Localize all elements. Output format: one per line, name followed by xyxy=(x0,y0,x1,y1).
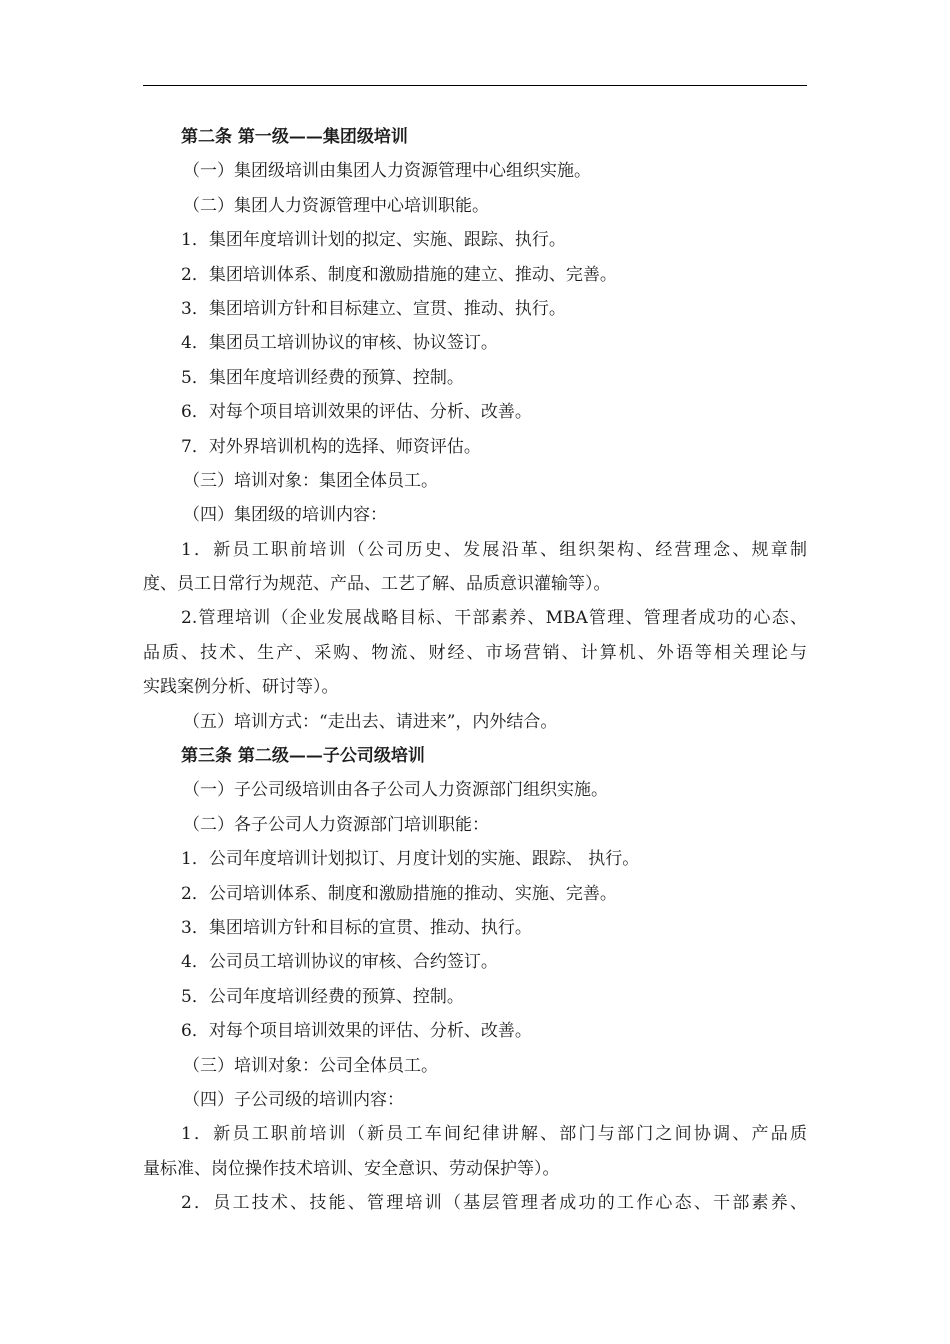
text-line: （一）子公司级培训由各子公司人力资源部门组织实施。 xyxy=(183,780,608,801)
text-line: 6．对每个项目培训效果的评估、分析、改善。 xyxy=(181,402,532,423)
text-line: 1．新员工职前培训（公司历史、发展沿革、组织架构、经营理念、规章制 xyxy=(181,539,807,560)
text-line: （二）集团人力资源管理中心培训职能。 xyxy=(183,195,489,216)
text-line: （二）各子公司人力资源部门培训职能： xyxy=(183,814,489,835)
text-line: 6．对每个项目培训效果的评估、分析、改善。 xyxy=(181,1021,532,1042)
document-body xyxy=(143,120,807,1221)
article-heading: 第二条 第一级——集团级培训 xyxy=(181,127,408,147)
text-line: 度、员工日常行为规范、产品、工艺了解、品质意识灌输等）。 xyxy=(143,574,611,595)
text-line: 1．集团年度培训计划的拟定、实施、跟踪、执行。 xyxy=(181,230,566,251)
text-line: 2．员工技术、技能、管理培训（基层管理者成功的工作心态、干部素养、 xyxy=(181,1193,807,1214)
header-rule xyxy=(143,85,807,86)
text-line: 3．集团培训方针和目标建立、宣贯、推动、执行。 xyxy=(181,298,566,319)
text-line: （四）集团级的培训内容： xyxy=(183,505,387,526)
text-line: （三）培训对象：集团全体员工。 xyxy=(183,470,438,491)
text-line: 7．对外界培训机构的选择、师资评估。 xyxy=(181,436,481,457)
text-line: 品质、技术、生产、采购、物流、财经、市场营销、计算机、外语等相关理论与 xyxy=(143,642,807,663)
text-line: 实践案例分析、研讨等）。 xyxy=(143,677,339,698)
text-line: （四）子公司级的培训内容： xyxy=(183,1089,404,1110)
text-line: 量标准、岗位操作技术培训、安全意识、劳动保护等）。 xyxy=(143,1158,560,1179)
text-line: 1．新员工职前培训（新员工车间纪律讲解、部门与部门之间协调、产品质 xyxy=(181,1124,807,1145)
text-line: （三）培训对象：公司全体员工。 xyxy=(183,1055,438,1076)
text-line: 5．集团年度培训经费的预算、控制。 xyxy=(181,367,464,388)
text-line: 4．集团员工培训协议的审核、协议签订。 xyxy=(181,333,498,354)
text-line: 2．集团培训体系、制度和激励措施的建立、推动、完善。 xyxy=(181,264,617,285)
text-line: （一）集团级培训由集团人力资源管理中心组织实施。 xyxy=(183,161,591,182)
text-line: 1．公司年度培训计划拟订、月度计划的实施、跟踪、 执行。 xyxy=(181,849,640,870)
text-line: 3．集团培训方针和目标的宣贯、推动、执行。 xyxy=(181,917,532,938)
text-line: （五）培训方式：“走出去、请进来”，内外结合。 xyxy=(183,711,558,732)
text-line: 5．公司年度培训经费的预算、控制。 xyxy=(181,986,464,1007)
article-heading: 第三条 第二级——子公司级培训 xyxy=(181,746,425,767)
text-line: 4．公司员工培训协议的审核、合约签订。 xyxy=(181,952,498,973)
text-line: 2．公司培训体系、制度和激励措施的推动、实施、完善。 xyxy=(181,883,617,904)
text-line: 2.管理培训（企业发展战略目标、干部素养、MBA管理、管理者成功的心态、 xyxy=(181,608,807,629)
